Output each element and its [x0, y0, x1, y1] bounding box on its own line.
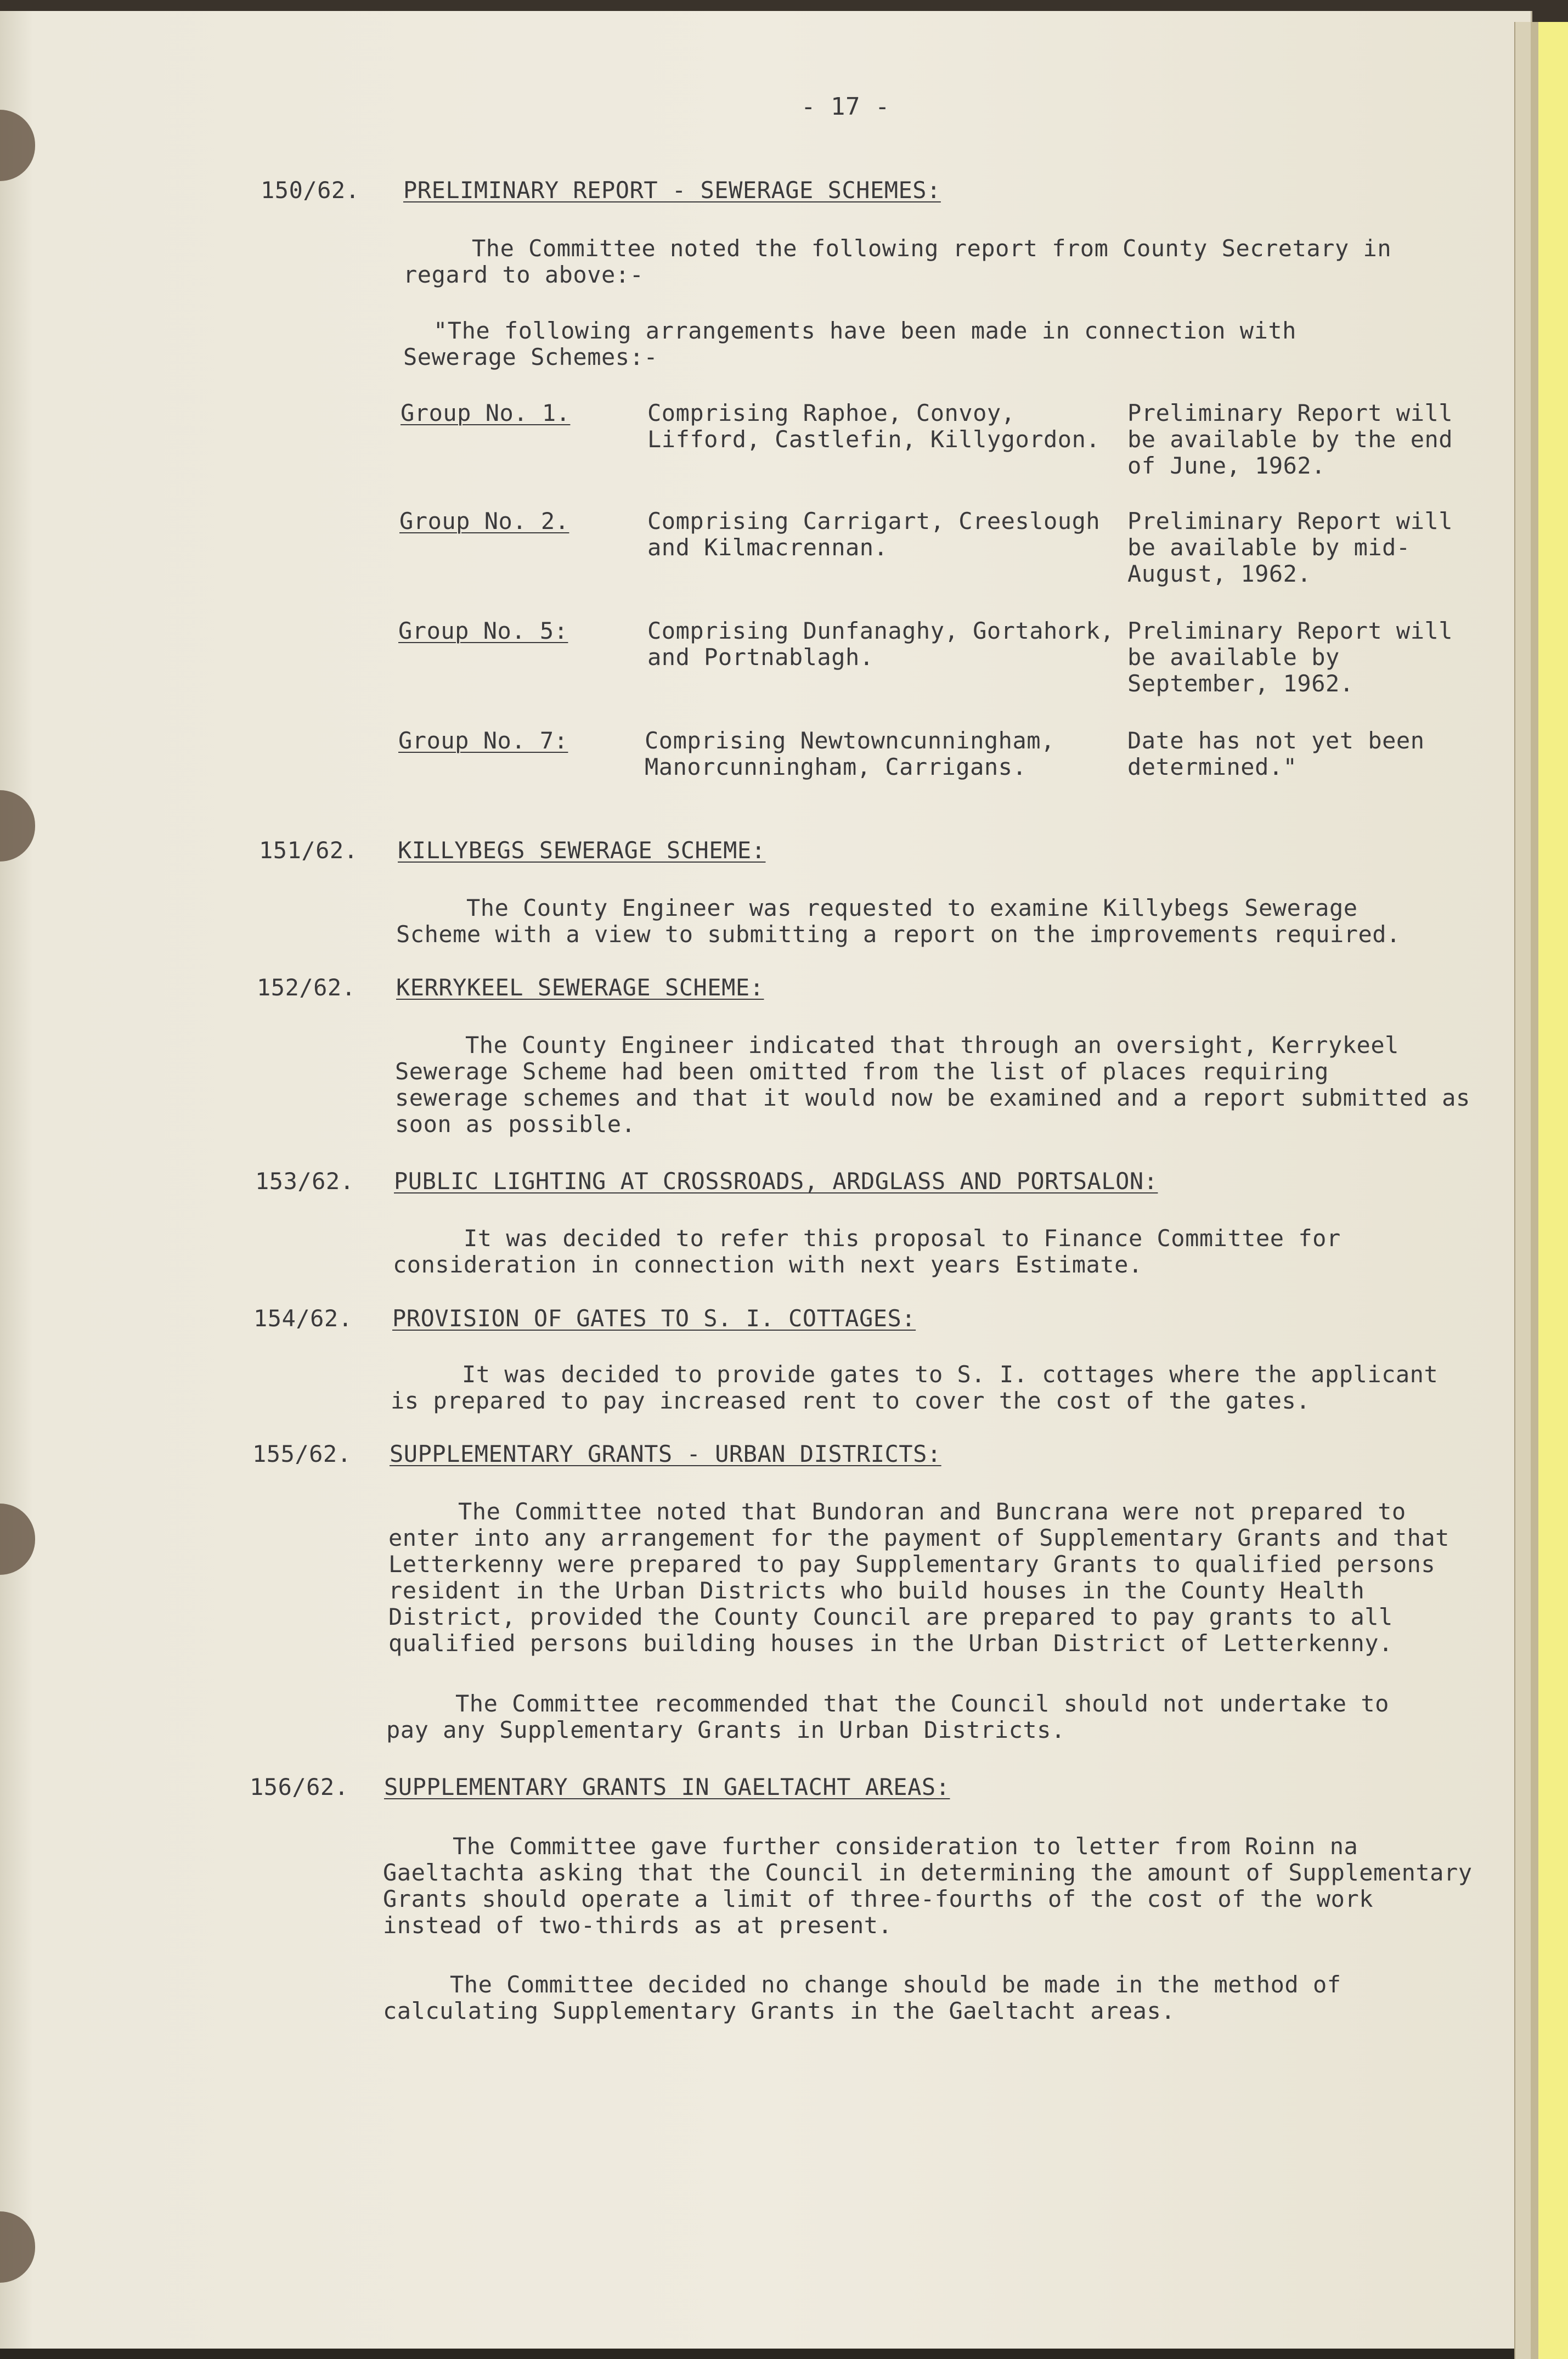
paragraph-line: Grants should operate a limit of three-fourths of the cost of the work	[383, 1885, 1374, 1912]
entry-heading: KERRYKEEL SEWERAGE SCHEME:	[396, 974, 764, 1001]
group-desc-line: and Portnablagh.	[647, 644, 874, 671]
entry-heading: PRELIMINARY REPORT - SEWERAGE SCHEMES:	[403, 177, 941, 204]
page-number: - 17 -	[801, 93, 890, 121]
entry-number: 154/62.	[253, 1305, 353, 1332]
paragraph-line: calculating Supplementary Grants in the Gaeltacht areas.	[383, 1997, 1176, 2024]
paragraph-line: Letterkenny were prepared to pay Supplementary Grants to qualified persons	[388, 1551, 1436, 1578]
entry-heading: PROVISION OF GATES TO S. I. COTTAGES:	[392, 1305, 916, 1332]
group-status-line: Date has not yet been	[1127, 727, 1425, 754]
group-status-line: August, 1962.	[1127, 560, 1312, 587]
paragraph-line: enter into any arrangement for the payment of Supplementary Grants and that	[388, 1524, 1449, 1551]
entry-heading: KILLYBEGS SEWERAGE SCHEME:	[398, 837, 766, 864]
paragraph-line: "The following arrangements have been made in connection with	[433, 317, 1296, 344]
group-desc-line: and Kilmacrennan.	[647, 534, 888, 561]
paragraph-line: regard to above:-	[403, 261, 644, 288]
paragraph-line: The County Engineer indicated that through an oversight, Kerrykeel	[465, 1032, 1399, 1059]
group-label: Group No. 7:	[398, 727, 568, 754]
group-desc-line: Comprising Newtowncunningham,	[645, 727, 1055, 754]
group-status-line: September, 1962.	[1127, 670, 1354, 697]
entry-number: 153/62.	[255, 1168, 354, 1195]
paragraph-line: resident in the Urban Districts who build houses in the County Health	[388, 1577, 1365, 1604]
paragraph-line: consideration in connection with next years Estimate.	[393, 1251, 1143, 1278]
group-status-line: Preliminary Report will	[1127, 617, 1453, 644]
paragraph-line: soon as possible.	[395, 1111, 636, 1138]
paragraph-line: Scheme with a view to submitting a report on the improvements required.	[396, 921, 1401, 948]
entry-number: 152/62.	[257, 974, 356, 1001]
group-status-line: be available by mid-	[1127, 534, 1411, 561]
paragraph-line: It was decided to refer this proposal to Finance Committee for	[464, 1225, 1341, 1252]
paragraph-line: Sewerage Scheme had been omitted from the list of places requiring	[395, 1058, 1329, 1085]
entry-number: 151/62.	[259, 837, 358, 864]
paragraph-line: pay any Supplementary Grants in Urban Districts.	[386, 1716, 1065, 1743]
group-desc-line: Manorcunningham, Carrigans.	[645, 753, 1027, 780]
entry-heading: SUPPLEMENTARY GRANTS - URBAN DISTRICTS:	[390, 1440, 941, 1467]
group-label: Group No. 1.	[401, 399, 571, 426]
group-desc-line: Lifford, Castlefin, Killygordon.	[647, 426, 1101, 453]
paragraph-line: The Committee recommended that the Council should not undertake to	[455, 1690, 1389, 1717]
entry-number: 155/62.	[252, 1440, 352, 1467]
paragraph-line: is prepared to pay increased rent to cover the cost of the gates.	[391, 1387, 1311, 1414]
paragraph-line: The Committee noted the following report from County Secretary in	[472, 235, 1392, 262]
paragraph-line: sewerage schemes and that it would now be examined and a report submitted as	[395, 1084, 1470, 1111]
entry-heading: SUPPLEMENTARY GRANTS IN GAELTACHT AREAS:	[384, 1774, 950, 1800]
paragraph-line: It was decided to provide gates to S. I. cottages where the applicant	[462, 1361, 1439, 1388]
paragraph-line: Gaeltachta asking that the Council in determining the amount of Supplementary	[383, 1859, 1473, 1886]
group-desc-line: Comprising Raphoe, Convoy,	[647, 399, 1016, 426]
group-status-line: be available by	[1127, 644, 1340, 671]
group-status-line: of June, 1962.	[1127, 452, 1326, 479]
paragraph-line: District, provided the County Council are prepared to pay grants to all	[388, 1603, 1393, 1630]
group-status-line: determined."	[1127, 753, 1298, 780]
entry-heading: PUBLIC LIGHTING AT CROSSROADS, ARDGLASS AND PORTSALON:	[394, 1168, 1158, 1195]
entry-number: 150/62.	[261, 177, 360, 204]
group-status-line: Preliminary Report will	[1127, 399, 1453, 426]
paragraph-line: The Committee noted that Bundoran and Buncrana were not prepared to	[458, 1498, 1406, 1525]
entry-number: 156/62.	[250, 1774, 349, 1800]
paragraph-line: The Committee decided no change should be made in the method of	[450, 1971, 1341, 1998]
paragraph-line: instead of two-thirds as at present.	[383, 1912, 893, 1939]
paragraph-line: The County Engineer was requested to examine Killybegs Sewerage	[466, 894, 1358, 921]
paragraph-line: Sewerage Schemes:-	[403, 344, 658, 370]
paragraph-line: qualified persons building houses in the Urban District of Letterkenny.	[388, 1630, 1393, 1657]
paragraph-line: The Committee gave further consideration to letter from Roinn na	[453, 1833, 1358, 1860]
group-status-line: Preliminary Report will	[1127, 508, 1453, 534]
group-status-line: be available by the end	[1127, 426, 1453, 453]
group-desc-line: Comprising Dunfanaghy, Gortahork,	[647, 617, 1114, 644]
group-label: Group No. 2.	[399, 508, 569, 534]
group-desc-line: Comprising Carrigart, Creeslough	[647, 508, 1101, 534]
group-label: Group No. 5:	[398, 617, 568, 644]
page-edges	[1514, 22, 1568, 2359]
